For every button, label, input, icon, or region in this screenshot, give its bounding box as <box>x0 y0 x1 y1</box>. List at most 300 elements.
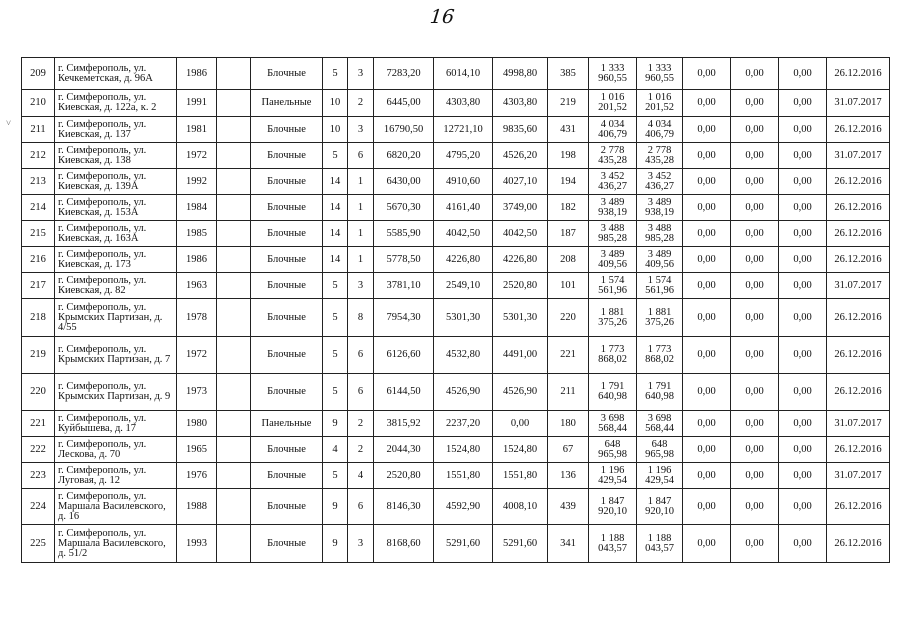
total-area-cell: 3781,10 <box>374 273 434 299</box>
entrances-cell: 4 <box>348 463 374 489</box>
entrances-cell: 1 <box>348 247 374 273</box>
table-row <box>22 337 890 374</box>
residential-area-cell: 1551,80 <box>493 463 548 489</box>
cost-cell: 1 196 429,54 <box>637 463 683 489</box>
area-cell: 4042,50 <box>434 221 493 247</box>
wall-material-cell: Блочные <box>251 195 323 221</box>
residents-cell: 220 <box>548 299 589 337</box>
cost-cell: 1 333 960,55 <box>589 58 637 90</box>
residential-area-cell: 4008,10 <box>493 489 548 525</box>
cost-cell: 1 881 375,26 <box>589 299 637 337</box>
cost-cell: 648 965,98 <box>589 437 637 463</box>
entrances-cell: 2 <box>348 411 374 437</box>
residents-cell: 180 <box>548 411 589 437</box>
empty-cell <box>217 273 251 299</box>
value-cell: 0,00 <box>731 489 779 525</box>
wall-material-cell: Панельные <box>251 411 323 437</box>
table-row <box>22 374 890 411</box>
value-cell: 0,00 <box>683 221 731 247</box>
value-cell: 0,00 <box>731 90 779 117</box>
residents-cell: 182 <box>548 195 589 221</box>
entrances-cell: 6 <box>348 143 374 169</box>
value-cell: 0,00 <box>779 58 827 90</box>
table-row <box>22 463 890 489</box>
address-cell: г. Симферополь, ул. Киевская, д. 163А <box>55 221 177 247</box>
housing-registry-table <box>21 57 890 563</box>
value-cell: 0,00 <box>731 374 779 411</box>
margin-mark: ˅ <box>6 118 12 128</box>
cost-cell: 3 489 938,19 <box>637 195 683 221</box>
entrances-cell: 3 <box>348 525 374 563</box>
residential-area-cell: 4526,90 <box>493 374 548 411</box>
row-number-cell: 216 <box>22 247 55 273</box>
cost-cell: 3 452 436,27 <box>589 169 637 195</box>
entrances-cell: 6 <box>348 489 374 525</box>
year-cell: 1993 <box>177 525 217 563</box>
residential-area-cell: 4027,10 <box>493 169 548 195</box>
date-cell: 26.12.2016 <box>827 337 890 374</box>
value-cell: 0,00 <box>683 273 731 299</box>
value-cell: 0,00 <box>731 273 779 299</box>
address-cell: г. Симферополь, ул. Киевская, д. 138 <box>55 143 177 169</box>
table-row <box>22 221 890 247</box>
cost-cell: 1 196 429,54 <box>589 463 637 489</box>
address-cell: г. Симферополь, ул. Киевская, д. 122а, к. 2 <box>55 90 177 117</box>
table-row <box>22 525 890 563</box>
row-number-cell: 218 <box>22 299 55 337</box>
cost-cell: 1 016 201,52 <box>637 90 683 117</box>
floors-cell: 4 <box>323 437 348 463</box>
value-cell: 0,00 <box>779 437 827 463</box>
table-row <box>22 437 890 463</box>
cost-cell: 2 778 435,28 <box>589 143 637 169</box>
area-cell: 6014,10 <box>434 58 493 90</box>
row-number-cell: 219 <box>22 337 55 374</box>
row-number-cell: 212 <box>22 143 55 169</box>
entrances-cell: 6 <box>348 337 374 374</box>
address-cell: г. Симферополь, ул. Киевская, д. 153А <box>55 195 177 221</box>
value-cell: 0,00 <box>683 247 731 273</box>
address-cell: г. Симферополь, ул. Луговая, д. 12 <box>55 463 177 489</box>
value-cell: 0,00 <box>779 117 827 143</box>
residents-cell: 101 <box>548 273 589 299</box>
entrances-cell: 8 <box>348 299 374 337</box>
residential-area-cell: 4042,50 <box>493 221 548 247</box>
wall-material-cell: Блочные <box>251 221 323 247</box>
area-cell: 1551,80 <box>434 463 493 489</box>
date-cell: 26.12.2016 <box>827 525 890 563</box>
residents-cell: 136 <box>548 463 589 489</box>
date-cell: 26.12.2016 <box>827 247 890 273</box>
year-cell: 1976 <box>177 463 217 489</box>
floors-cell: 14 <box>323 221 348 247</box>
value-cell: 0,00 <box>731 299 779 337</box>
empty-cell <box>217 117 251 143</box>
area-cell: 5301,30 <box>434 299 493 337</box>
row-number-cell: 221 <box>22 411 55 437</box>
value-cell: 0,00 <box>683 525 731 563</box>
wall-material-cell: Блочные <box>251 143 323 169</box>
empty-cell <box>217 489 251 525</box>
wall-material-cell: Блочные <box>251 299 323 337</box>
value-cell: 0,00 <box>779 90 827 117</box>
residents-cell: 341 <box>548 525 589 563</box>
cost-cell: 3 489 409,56 <box>589 247 637 273</box>
empty-cell <box>217 411 251 437</box>
residential-area-cell: 5291,60 <box>493 525 548 563</box>
table-row <box>22 58 890 90</box>
row-number-cell: 217 <box>22 273 55 299</box>
residents-cell: 211 <box>548 374 589 411</box>
value-cell: 0,00 <box>731 525 779 563</box>
table-row <box>22 117 890 143</box>
table-row <box>22 169 890 195</box>
year-cell: 1973 <box>177 374 217 411</box>
cost-cell: 1 016 201,52 <box>589 90 637 117</box>
residents-cell: 67 <box>548 437 589 463</box>
date-cell: 26.12.2016 <box>827 374 890 411</box>
value-cell: 0,00 <box>779 525 827 563</box>
entrances-cell: 1 <box>348 169 374 195</box>
residents-cell: 187 <box>548 221 589 247</box>
empty-cell <box>217 437 251 463</box>
entrances-cell: 3 <box>348 58 374 90</box>
row-number-cell: 214 <box>22 195 55 221</box>
address-cell: г. Симферополь, ул. Лескова, д. 70 <box>55 437 177 463</box>
entrances-cell: 3 <box>348 273 374 299</box>
residential-area-cell: 3749,00 <box>493 195 548 221</box>
total-area-cell: 6430,00 <box>374 169 434 195</box>
value-cell: 0,00 <box>779 299 827 337</box>
value-cell: 0,00 <box>779 337 827 374</box>
table-body <box>22 58 890 563</box>
wall-material-cell: Блочные <box>251 117 323 143</box>
value-cell: 0,00 <box>779 143 827 169</box>
cost-cell: 1 881 375,26 <box>637 299 683 337</box>
cost-cell: 1 574 561,96 <box>589 273 637 299</box>
value-cell: 0,00 <box>683 169 731 195</box>
total-area-cell: 6820,20 <box>374 143 434 169</box>
year-cell: 1985 <box>177 221 217 247</box>
value-cell: 0,00 <box>779 247 827 273</box>
row-number-cell: 223 <box>22 463 55 489</box>
total-area-cell: 6445,00 <box>374 90 434 117</box>
value-cell: 0,00 <box>731 58 779 90</box>
entrances-cell: 1 <box>348 221 374 247</box>
floors-cell: 5 <box>323 463 348 489</box>
cost-cell: 1 791 640,98 <box>589 374 637 411</box>
area-cell: 2549,10 <box>434 273 493 299</box>
wall-material-cell: Блочные <box>251 463 323 489</box>
address-cell: г. Симферополь, ул. Киевская, д. 173 <box>55 247 177 273</box>
cost-cell: 1 574 561,96 <box>637 273 683 299</box>
address-cell: г. Симферополь, ул. Киевская, д. 137 <box>55 117 177 143</box>
total-area-cell: 5585,90 <box>374 221 434 247</box>
table-row <box>22 273 890 299</box>
cost-cell: 3 488 985,28 <box>637 221 683 247</box>
empty-cell <box>217 463 251 489</box>
date-cell: 31.07.2017 <box>827 463 890 489</box>
entrances-cell: 3 <box>348 117 374 143</box>
table-row <box>22 489 890 525</box>
total-area-cell: 3815,92 <box>374 411 434 437</box>
address-cell: г. Симферополь, ул. Киевская, д. 82 <box>55 273 177 299</box>
wall-material-cell: Блочные <box>251 337 323 374</box>
area-cell: 4910,60 <box>434 169 493 195</box>
value-cell: 0,00 <box>683 489 731 525</box>
date-cell: 31.07.2017 <box>827 90 890 117</box>
value-cell: 0,00 <box>779 374 827 411</box>
date-cell: 31.07.2017 <box>827 143 890 169</box>
area-cell: 4161,40 <box>434 195 493 221</box>
entrances-cell: 1 <box>348 195 374 221</box>
table-row <box>22 247 890 273</box>
year-cell: 1988 <box>177 489 217 525</box>
value-cell: 0,00 <box>683 299 731 337</box>
year-cell: 1963 <box>177 273 217 299</box>
empty-cell <box>217 299 251 337</box>
residential-area-cell: 4303,80 <box>493 90 548 117</box>
residents-cell: 198 <box>548 143 589 169</box>
date-cell: 26.12.2016 <box>827 169 890 195</box>
residential-area-cell: 4526,20 <box>493 143 548 169</box>
cost-cell: 1 791 640,98 <box>637 374 683 411</box>
area-cell: 4532,80 <box>434 337 493 374</box>
table-row <box>22 143 890 169</box>
value-cell: 0,00 <box>683 337 731 374</box>
empty-cell <box>217 143 251 169</box>
value-cell: 0,00 <box>683 463 731 489</box>
cost-cell: 1 188 043,57 <box>589 525 637 563</box>
floors-cell: 5 <box>323 58 348 90</box>
empty-cell <box>217 337 251 374</box>
empty-cell <box>217 525 251 563</box>
address-cell: г. Симферополь, ул. Куйбышева, д. 17 <box>55 411 177 437</box>
empty-cell <box>217 374 251 411</box>
area-cell: 5291,60 <box>434 525 493 563</box>
floors-cell: 5 <box>323 273 348 299</box>
value-cell: 0,00 <box>779 411 827 437</box>
cost-cell: 1 333 960,55 <box>637 58 683 90</box>
date-cell: 26.12.2016 <box>827 195 890 221</box>
residents-cell: 219 <box>548 90 589 117</box>
area-cell: 4526,90 <box>434 374 493 411</box>
area-cell: 4592,90 <box>434 489 493 525</box>
cost-cell: 3 698 568,44 <box>589 411 637 437</box>
value-cell: 0,00 <box>731 143 779 169</box>
table-row <box>22 90 890 117</box>
residential-area-cell: 4226,80 <box>493 247 548 273</box>
year-cell: 1992 <box>177 169 217 195</box>
wall-material-cell: Блочные <box>251 247 323 273</box>
wall-material-cell: Блочные <box>251 169 323 195</box>
cost-cell: 3 488 985,28 <box>589 221 637 247</box>
cost-cell: 4 034 406,79 <box>637 117 683 143</box>
total-area-cell: 2520,80 <box>374 463 434 489</box>
area-cell: 4226,80 <box>434 247 493 273</box>
empty-cell <box>217 247 251 273</box>
table-row <box>22 195 890 221</box>
row-number-cell: 220 <box>22 374 55 411</box>
address-cell: г. Симферополь, ул. Крымских Партизан, д. 9 <box>55 374 177 411</box>
floors-cell: 14 <box>323 169 348 195</box>
value-cell: 0,00 <box>683 143 731 169</box>
floors-cell: 5 <box>323 143 348 169</box>
value-cell: 0,00 <box>779 195 827 221</box>
date-cell: 31.07.2017 <box>827 273 890 299</box>
total-area-cell: 5778,50 <box>374 247 434 273</box>
value-cell: 0,00 <box>731 437 779 463</box>
entrances-cell: 2 <box>348 90 374 117</box>
year-cell: 1972 <box>177 337 217 374</box>
cost-cell: 3 452 436,27 <box>637 169 683 195</box>
date-cell: 26.12.2016 <box>827 299 890 337</box>
date-cell: 26.12.2016 <box>827 58 890 90</box>
residential-area-cell: 4491,00 <box>493 337 548 374</box>
cost-cell: 1 847 920,10 <box>637 489 683 525</box>
total-area-cell: 16790,50 <box>374 117 434 143</box>
value-cell: 0,00 <box>779 273 827 299</box>
value-cell: 0,00 <box>731 247 779 273</box>
value-cell: 0,00 <box>683 195 731 221</box>
date-cell: 26.12.2016 <box>827 489 890 525</box>
area-cell: 4795,20 <box>434 143 493 169</box>
address-cell: г. Симферополь, ул. Киевская, д. 139А <box>55 169 177 195</box>
residents-cell: 439 <box>548 489 589 525</box>
cost-cell: 1 188 043,57 <box>637 525 683 563</box>
cost-cell: 4 034 406,79 <box>589 117 637 143</box>
entrances-cell: 6 <box>348 374 374 411</box>
empty-cell <box>217 58 251 90</box>
empty-cell <box>217 90 251 117</box>
value-cell: 0,00 <box>683 117 731 143</box>
cost-cell: 1 847 920,10 <box>589 489 637 525</box>
row-number-cell: 213 <box>22 169 55 195</box>
wall-material-cell: Блочные <box>251 525 323 563</box>
floors-cell: 14 <box>323 195 348 221</box>
value-cell: 0,00 <box>779 221 827 247</box>
cost-cell: 1 773 868,02 <box>637 337 683 374</box>
date-cell: 26.12.2016 <box>827 437 890 463</box>
wall-material-cell: Блочные <box>251 437 323 463</box>
residents-cell: 385 <box>548 58 589 90</box>
date-cell: 31.07.2017 <box>827 411 890 437</box>
cost-cell: 3 698 568,44 <box>637 411 683 437</box>
address-cell: г. Симферополь, ул. Маршала Василевского, д. 51/2 <box>55 525 177 563</box>
area-cell: 1524,80 <box>434 437 493 463</box>
floors-cell: 9 <box>323 525 348 563</box>
cost-cell: 3 489 938,19 <box>589 195 637 221</box>
empty-cell <box>217 221 251 247</box>
empty-cell <box>217 195 251 221</box>
empty-cell <box>217 169 251 195</box>
residential-area-cell: 5301,30 <box>493 299 548 337</box>
floors-cell: 14 <box>323 247 348 273</box>
floors-cell: 10 <box>323 117 348 143</box>
page-number: 16 <box>428 6 456 28</box>
floors-cell: 10 <box>323 90 348 117</box>
value-cell: 0,00 <box>683 437 731 463</box>
year-cell: 1980 <box>177 411 217 437</box>
residents-cell: 194 <box>548 169 589 195</box>
row-number-cell: 222 <box>22 437 55 463</box>
wall-material-cell: Блочные <box>251 58 323 90</box>
residents-cell: 208 <box>548 247 589 273</box>
total-area-cell: 7283,20 <box>374 58 434 90</box>
floors-cell: 5 <box>323 299 348 337</box>
residents-cell: 221 <box>548 337 589 374</box>
cost-cell: 648 965,98 <box>637 437 683 463</box>
wall-material-cell: Блочные <box>251 489 323 525</box>
total-area-cell: 7954,30 <box>374 299 434 337</box>
residential-area-cell: 2520,80 <box>493 273 548 299</box>
total-area-cell: 5670,30 <box>374 195 434 221</box>
value-cell: 0,00 <box>731 463 779 489</box>
address-cell: г. Симферополь, ул. Кечкеметская, д. 96А <box>55 58 177 90</box>
total-area-cell: 8168,60 <box>374 525 434 563</box>
total-area-cell: 6126,60 <box>374 337 434 374</box>
row-number-cell: 224 <box>22 489 55 525</box>
value-cell: 0,00 <box>731 195 779 221</box>
row-number-cell: 215 <box>22 221 55 247</box>
area-cell: 4303,80 <box>434 90 493 117</box>
value-cell: 0,00 <box>683 58 731 90</box>
area-cell: 12721,10 <box>434 117 493 143</box>
area-cell: 2237,20 <box>434 411 493 437</box>
value-cell: 0,00 <box>731 337 779 374</box>
cost-cell: 2 778 435,28 <box>637 143 683 169</box>
value-cell: 0,00 <box>683 411 731 437</box>
residential-area-cell: 9835,60 <box>493 117 548 143</box>
address-cell: г. Симферополь, ул. Крымских Партизан, д. 4/55 <box>55 299 177 337</box>
value-cell: 0,00 <box>779 489 827 525</box>
table-row <box>22 299 890 337</box>
cost-cell: 3 489 409,56 <box>637 247 683 273</box>
floors-cell: 9 <box>323 489 348 525</box>
row-number-cell: 211 <box>22 117 55 143</box>
value-cell: 0,00 <box>731 117 779 143</box>
residents-cell: 431 <box>548 117 589 143</box>
row-number-cell: 210 <box>22 90 55 117</box>
year-cell: 1978 <box>177 299 217 337</box>
floors-cell: 5 <box>323 337 348 374</box>
total-area-cell: 8146,30 <box>374 489 434 525</box>
value-cell: 0,00 <box>779 463 827 489</box>
wall-material-cell: Блочные <box>251 374 323 411</box>
row-number-cell: 225 <box>22 525 55 563</box>
date-cell: 26.12.2016 <box>827 117 890 143</box>
year-cell: 1965 <box>177 437 217 463</box>
value-cell: 0,00 <box>731 221 779 247</box>
cost-cell: 1 773 868,02 <box>589 337 637 374</box>
address-cell: г. Симферополь, ул. Маршала Василевского, д. 16 <box>55 489 177 525</box>
year-cell: 1984 <box>177 195 217 221</box>
date-cell: 26.12.2016 <box>827 221 890 247</box>
wall-material-cell: Блочные <box>251 273 323 299</box>
residential-area-cell: 0,00 <box>493 411 548 437</box>
value-cell: 0,00 <box>683 374 731 411</box>
year-cell: 1972 <box>177 143 217 169</box>
year-cell: 1986 <box>177 58 217 90</box>
value-cell: 0,00 <box>683 90 731 117</box>
total-area-cell: 6144,50 <box>374 374 434 411</box>
value-cell: 0,00 <box>779 169 827 195</box>
wall-material-cell: Панельные <box>251 90 323 117</box>
entrances-cell: 2 <box>348 437 374 463</box>
year-cell: 1981 <box>177 117 217 143</box>
value-cell: 0,00 <box>731 169 779 195</box>
residential-area-cell: 4998,80 <box>493 58 548 90</box>
